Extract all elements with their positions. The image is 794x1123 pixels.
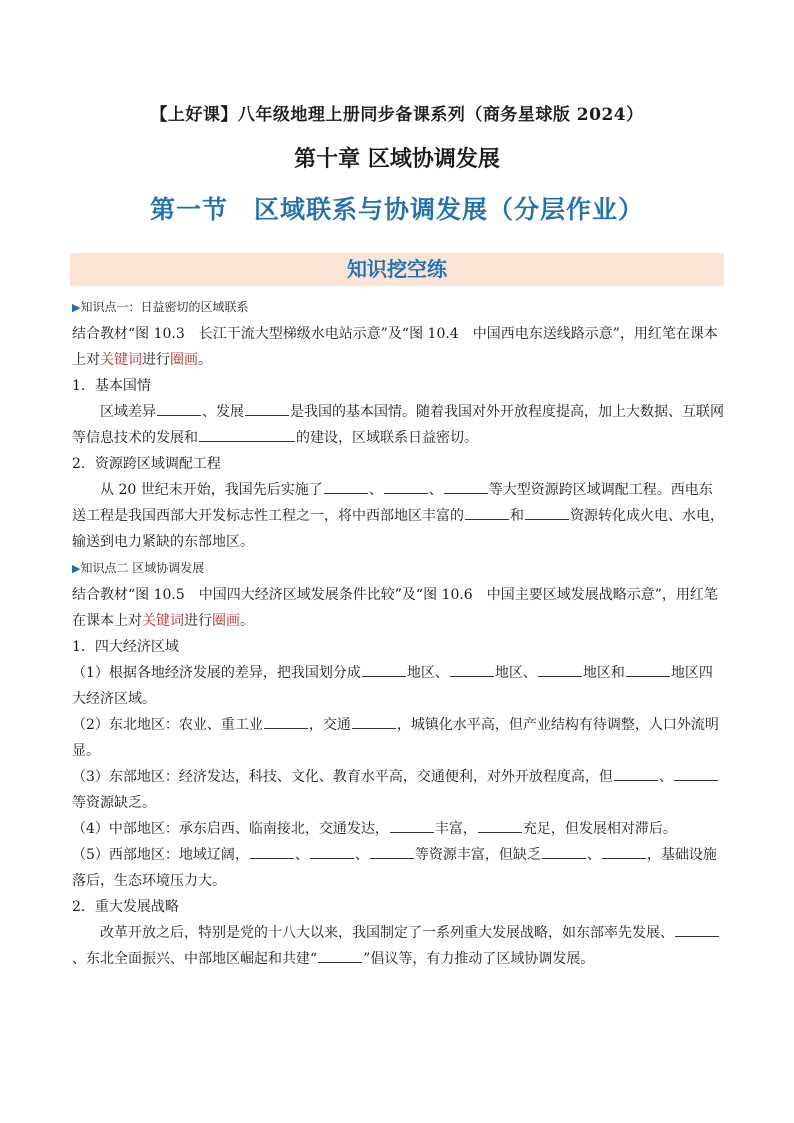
answer-blank[interactable] (538, 660, 582, 677)
chapter-title: 第十章 区域协调发展 (294, 146, 500, 172)
answer-blank[interactable] (675, 920, 719, 937)
kp2-item2-title: 2．重大发展战略 (72, 899, 179, 915)
kp1-instructions: 结合教材“图 10.3 长江干流大型梯级水电站示意”及“图 10.4 中国西电东送线路示意”，用红笔在课本上对关键词进行圈画。 (72, 326, 718, 368)
answer-blank[interactable] (318, 946, 362, 963)
kp2-item2-text: 改革开放之后，特别是党的十八大以来，我国制定了一系列重大发展战略，如东部率先发展、、东北全面振兴、中部地区崛起和共建“ ”倡议等，有力推动了区域协调发展。 (72, 920, 724, 972)
kp2-instructions: 结合教材“图 10.5 中国四大经济区域发展条件比较”及“图 10.6 中国主要区域发展战略示意”，用红笔在课本上对关键词进行圈画。 (72, 587, 718, 629)
answer-blank[interactable] (245, 399, 289, 416)
answer-blank[interactable] (478, 816, 522, 833)
answer-blank[interactable] (614, 764, 658, 781)
answer-blank[interactable] (525, 503, 569, 520)
answer-blank[interactable] (674, 764, 718, 781)
answer-blank[interactable] (450, 660, 494, 677)
answer-blank[interactable] (626, 660, 670, 677)
answer-blank[interactable] (264, 712, 308, 729)
answer-blank[interactable] (250, 842, 294, 859)
triangle-marker-icon: ▶ (72, 301, 81, 314)
answer-blank[interactable] (362, 660, 406, 677)
kp1-item1-text: 区域差异 、发展 是我国的基本国情。随着我国对外开放程度提高，加上大数据、互联网等信息技术的发展和 的建设，区域联系日益密切。 (72, 399, 724, 451)
worksheet-content (72, 294, 724, 972)
knowledge-point-2-heading: ▶知识点二 区域协调发展 (72, 561, 205, 575)
kp2-q3: （3）东部地区：经济发达，科技、文化、教育水平高，交通便利，对外开放程度高，但 、等资源缺乏。 (72, 764, 724, 816)
answer-blank[interactable] (310, 842, 354, 859)
answer-blank[interactable] (199, 425, 295, 442)
answer-blank[interactable] (602, 842, 646, 859)
answer-blank[interactable] (324, 477, 368, 494)
triangle-marker-icon: ▶ (72, 562, 81, 575)
answer-blank[interactable] (390, 816, 434, 833)
kp1-item1-title: 1．基本国情 (72, 378, 151, 394)
answer-blank[interactable] (384, 477, 428, 494)
kp2-item1-title: 1．四大经济区域 (72, 639, 179, 655)
answer-blank[interactable] (370, 842, 414, 859)
kp2-q1: （1）根据各地经济发展的差异，把我国划分成 地区、 地区、 地区和 地区四大经济区域。 (72, 660, 724, 712)
answer-blank[interactable] (352, 712, 396, 729)
answer-blank[interactable] (465, 503, 509, 520)
kp1-item2-text: 从 20 世纪末开始，我国先后实施了 、 、 等大型资源跨区域调配工程。西电东送工程是我国西部大开发标志性工程之一，将中西部地区丰富的 和 资源转化成火电、水电，输送到电力紧缺的东部地区。 (72, 477, 724, 555)
series-title: 【上好课】八年级地理上册同步备课系列（商务星球版 2024） (150, 105, 644, 125)
answer-blank[interactable] (444, 477, 488, 494)
exercise-banner: 知识挖空练 (70, 253, 724, 286)
kp2-q4: （4）中部地区：承东启西、临南接北，交通发达， 丰富， 充足，但发展相对滞后。 (72, 816, 724, 842)
answer-blank[interactable] (542, 842, 586, 859)
kp2-q5: （5）西部地区：地域辽阔， 、 、 等资源丰富，但缺乏 、 ，基础设施落后，生态环境压力大。 (72, 842, 724, 894)
answer-blank[interactable] (157, 399, 201, 416)
kp2-q2: （2）东北地区：农业、重工业 ，交通 ，城镇化水平高，但产业结构有待调整，人口外流明显。 (72, 712, 724, 764)
knowledge-point-1-heading: ▶知识点一：日益密切的区域联系 (72, 300, 249, 314)
kp1-item2-title: 2．资源跨区域调配工程 (72, 456, 221, 472)
section-title: 第一节 区域联系与协调发展（分层作业） (149, 195, 644, 224)
